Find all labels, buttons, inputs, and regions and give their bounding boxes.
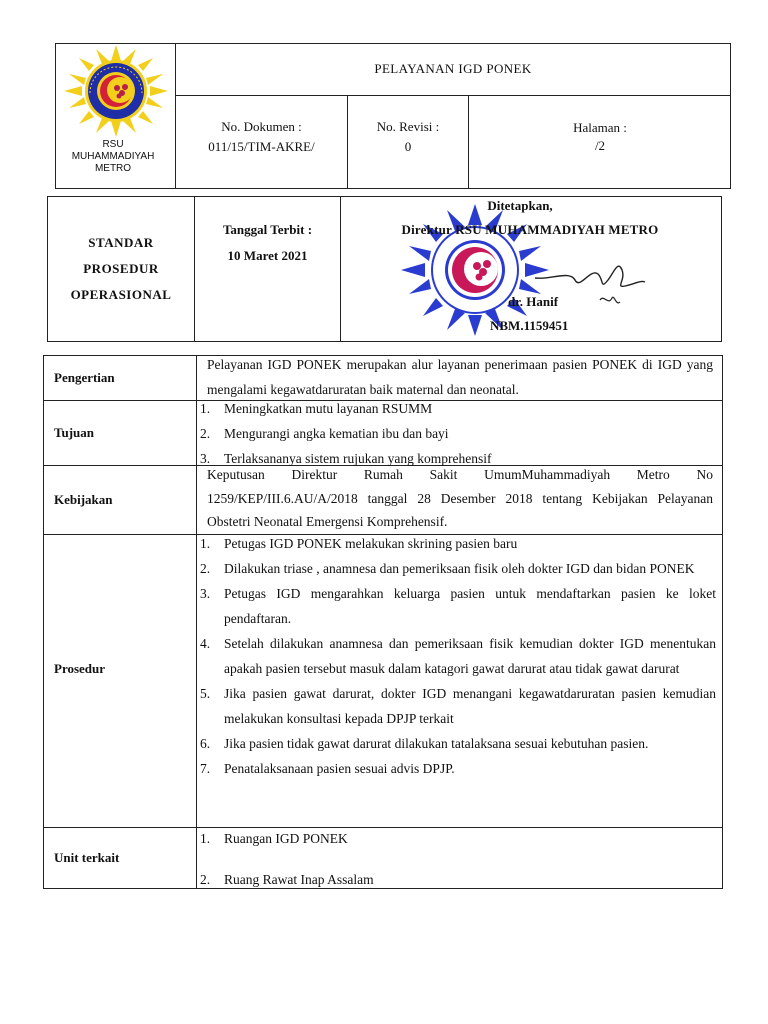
item-text: Meningkatkan mutu layanan RSUMM (224, 401, 433, 416)
list-item (200, 396, 716, 421)
no-dokumen-label: No. Dokumen : (221, 119, 302, 134)
unit-terkait-label: Unit terkait (54, 850, 120, 865)
item-number: 3. (200, 451, 211, 466)
item-number: 7. (200, 761, 211, 776)
tanggal-terbit-cell (195, 218, 340, 268)
unit-terkait-list (200, 826, 716, 888)
item-number: 2. (200, 872, 211, 887)
list-item (200, 867, 716, 892)
item-text: Ruang Rawat Inap Assalam (224, 872, 374, 887)
item-number: 4. (200, 636, 211, 651)
halaman-label: Halaman : (573, 120, 627, 135)
list-item (200, 826, 716, 851)
logo-caption-line2: MUHAMMADIYAH (71, 151, 155, 162)
divider (196, 355, 197, 889)
item-number: 1. (200, 831, 211, 846)
pengertian-label: Pengertian (54, 370, 115, 385)
item-text: Terlaksananya sistem rujukan yang komprehensif (224, 451, 492, 466)
halaman-value: /2 (594, 138, 606, 153)
item-number: 3. (200, 586, 211, 601)
item-text: Dilakukan triase , anamnesa dan pemeriksaan fisik oleh dokter IGD dan bidan PONEK (224, 561, 695, 576)
sop-title-line2: PROSEDUR (83, 261, 159, 276)
divider (175, 95, 731, 96)
item-text: Jika pasien tidak gawat darurat dilakukan tatalaksana sesuai kebutuhan pasien. (224, 736, 649, 751)
pengertian-text: Pelayanan IGD PONEK merupakan alur layanan penerimaan pasien PONEK di IGD yang mengalami kegawatdaruratan baik maternal dan neonatal. (207, 357, 713, 397)
item-number: 1. (200, 536, 211, 551)
item-text: Petugas IGD mengarahkan keluarga pasien untuk mendaftarkan pasien ke loket pendaftaran. (224, 586, 716, 626)
list-item (200, 681, 716, 731)
item-text: Ruangan IGD PONEK (224, 831, 348, 846)
tanggal-terbit-label: Tanggal Terbit : (222, 222, 313, 237)
halaman-cell (469, 115, 731, 159)
no-dokumen-cell (176, 115, 347, 159)
list-item (200, 581, 716, 631)
no-revisi-label: No. Revisi : (376, 119, 440, 134)
tanggal-terbit-value: 10 Maret 2021 (227, 248, 308, 263)
item-text: Penatalaksanaan pasien sesuai advis DPJP. (224, 761, 455, 776)
list-item (200, 556, 716, 581)
signer-name: dr. Hanif (508, 294, 559, 309)
direktur-label: Direktur RSU MUHAMMADIYAH METRO (401, 222, 659, 237)
sop-title-line3: OPERASIONAL (70, 287, 172, 302)
logo-caption-line3: METRO (94, 163, 132, 174)
list-item (200, 531, 716, 556)
no-revisi-value: 0 (404, 139, 412, 154)
document-title: PELAYANAN IGD PONEK (374, 61, 532, 76)
item-number: 5. (200, 686, 211, 701)
item-number: 1. (200, 401, 211, 416)
kebijakan-label: Kebijakan (54, 492, 113, 507)
hospital-logo (60, 44, 172, 138)
item-text: Jika pasien gawat darurat, dokter IGD menangani kegawatdaruratan pasien kemudian melakukan konsultasi kepada DPJP terkait (224, 686, 716, 726)
logo-caption-line1: RSU (102, 139, 124, 150)
ditetapkan-label: Ditetapkan, (487, 198, 553, 213)
sop-title (48, 230, 194, 308)
item-text: Setelah dilakukan anamnesa dan pemeriksaan fisik kemudian dokter IGD menentukan apakah pasien tersebut masuk dalam katagori gawat darurat atau tidak gawat darurat (224, 636, 716, 676)
list-item (200, 421, 716, 446)
signer-nbm: NBM.1159451 (490, 318, 569, 333)
prosedur-list (200, 531, 716, 827)
item-text: Mengurangi angka kematian ibu dan bayi (224, 426, 449, 441)
kebijakan-text: Keputusan Direktur Rumah Sakit UmumMuhammadiyah Metro No 1259/KEP/III.6.AU/A/2018 tanggal 28 Desember 2018 tentang Kebijakan Pelayanan Obstetri Neonatal Emergensi Komprehensif. (207, 467, 713, 529)
tujuan-label: Tujuan (54, 425, 94, 440)
no-dokumen-value: 011/15/TIM-AKRE/ (208, 139, 315, 154)
list-item (200, 631, 716, 681)
item-text: Petugas IGD PONEK melakukan skrining pasien baru (224, 536, 518, 551)
list-item (200, 756, 716, 781)
logo-caption (58, 138, 168, 176)
item-number: 2. (200, 426, 211, 441)
item-number: 6. (200, 736, 211, 751)
list-item (200, 731, 716, 756)
sop-title-line1: STANDAR (88, 235, 154, 250)
tujuan-list (200, 396, 716, 468)
item-number: 2. (200, 561, 211, 576)
no-revisi-cell (348, 115, 468, 159)
divider (340, 196, 341, 342)
prosedur-label: Prosedur (54, 661, 106, 676)
